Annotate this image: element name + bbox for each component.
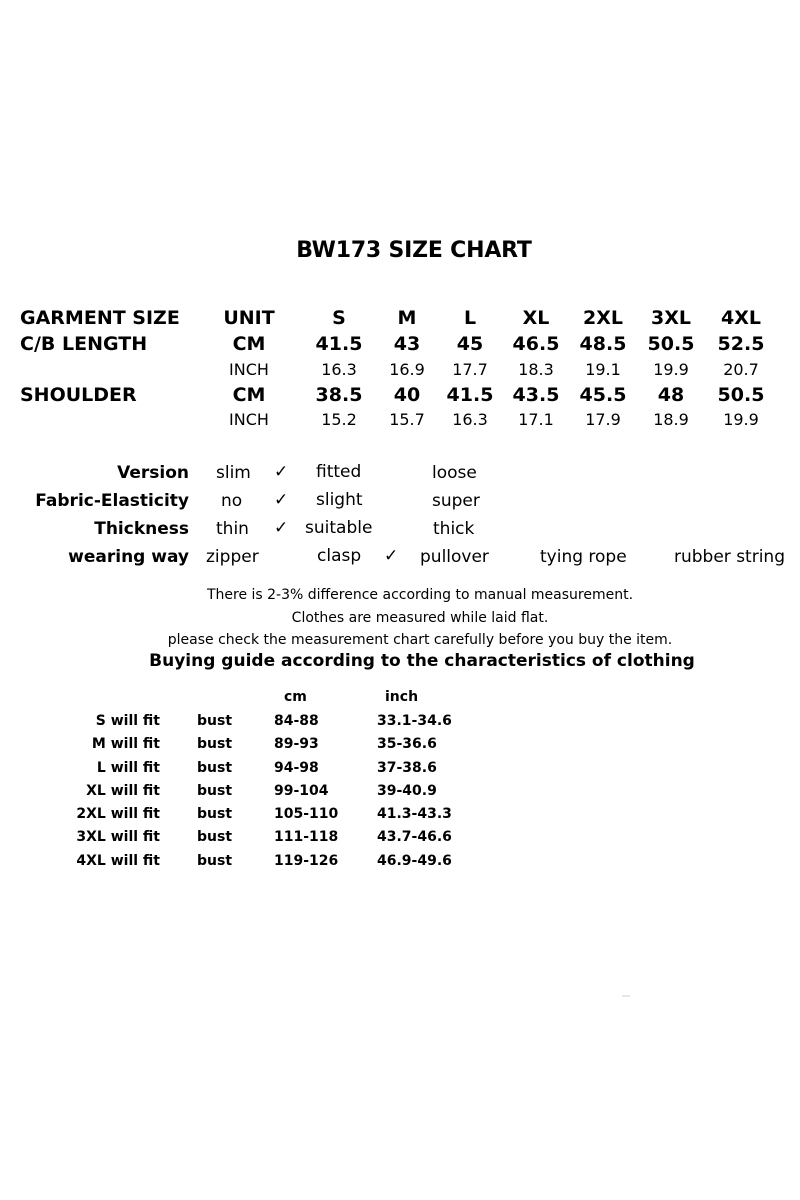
- guide-inch: 33.1-34.6: [377, 713, 452, 729]
- check-mark-icon: ✓: [384, 546, 399, 566]
- thickness-option-thick: thick: [433, 519, 475, 539]
- cell-cb-cm-m: 43: [393, 333, 421, 355]
- buying-guide-cm-header: cm: [284, 689, 307, 705]
- size-header-2xl: 2XL: [583, 307, 623, 329]
- guide-size: 2XL will fit: [76, 806, 160, 822]
- note-check-chart: please check the measurement chart carefully before you buy the item.: [167, 632, 673, 648]
- guide-cm: 94-98: [274, 760, 319, 776]
- unit-cm: CM: [232, 384, 266, 406]
- guide-size: XL will fit: [86, 783, 160, 799]
- guide-inch: 39-40.9: [377, 783, 437, 799]
- guide-part: bust: [197, 760, 233, 776]
- guide-size: M will fit: [91, 736, 160, 752]
- guide-inch: 43.7-46.6: [377, 829, 452, 845]
- cell-shoulder-cm-xl: 43.5: [512, 384, 560, 406]
- guide-cm: 89-93: [274, 736, 319, 752]
- page-title: BW173 SIZE CHART: [296, 238, 532, 263]
- guide-size: 4XL will fit: [76, 853, 160, 869]
- cell-cb-inch-s: 16.3: [321, 360, 357, 379]
- row-label-cb-length: C/B LENGTH: [20, 333, 148, 355]
- cell-shoulder-cm-3xl: 48: [657, 384, 685, 406]
- guide-part: bust: [197, 806, 233, 822]
- cell-shoulder-cm-m: 40: [393, 384, 421, 406]
- guide-size: L will fit: [96, 760, 160, 776]
- cell-cb-inch-xl: 18.3: [518, 360, 554, 379]
- cell-cb-inch-3xl: 19.9: [653, 360, 689, 379]
- unit-cm: CM: [232, 333, 266, 355]
- elasticity-option-super: super: [432, 491, 480, 511]
- unit-inch: INCH: [229, 410, 269, 429]
- cell-cb-inch-4xl: 20.7: [723, 360, 759, 379]
- cell-cb-inch-l: 17.7: [452, 360, 488, 379]
- buying-guide-title: Buying guide according to the characteristics of clothing: [149, 651, 695, 671]
- guide-cm: 84-88: [274, 713, 319, 729]
- guide-size: 3XL will fit: [76, 829, 160, 845]
- cell-cb-cm-xl: 46.5: [512, 333, 560, 355]
- size-header-l: L: [463, 307, 477, 329]
- wearing-option-pullover: pullover: [420, 547, 489, 567]
- row-label-shoulder: SHOULDER: [20, 384, 137, 406]
- cell-shoulder-inch-s: 15.2: [321, 410, 357, 429]
- guide-inch: 41.3-43.3: [377, 806, 452, 822]
- cell-shoulder-cm-l: 41.5: [446, 384, 494, 406]
- note-measurement-difference: There is 2-3% difference according to manual measurement.: [206, 587, 634, 603]
- guide-inch: 46.9-49.6: [377, 853, 452, 869]
- cell-cb-cm-l: 45: [456, 333, 484, 355]
- cell-shoulder-inch-2xl: 17.9: [585, 410, 621, 429]
- guide-part: bust: [197, 829, 233, 845]
- version-option-fitted: fitted: [316, 462, 362, 482]
- wearing-way-label: wearing way: [68, 547, 189, 567]
- cell-shoulder-inch-xl: 17.1: [518, 410, 554, 429]
- size-header-3xl: 3XL: [651, 307, 691, 329]
- garment-size-header: GARMENT SIZE: [20, 307, 180, 329]
- guide-part: bust: [197, 783, 233, 799]
- thickness-label: Thickness: [94, 519, 189, 539]
- unit-header: UNIT: [223, 307, 275, 329]
- size-header-s: S: [332, 307, 346, 329]
- cell-shoulder-cm-4xl: 50.5: [717, 384, 765, 406]
- check-mark-icon: ✓: [274, 490, 289, 510]
- wearing-option-rubber-string: rubber string: [674, 547, 785, 567]
- fabric-elasticity-label: Fabric-Elasticity: [35, 491, 189, 511]
- cell-cb-cm-2xl: 48.5: [579, 333, 627, 355]
- guide-part: bust: [197, 713, 233, 729]
- buying-guide-inch-header: inch: [385, 689, 419, 705]
- thickness-option-thin: thin: [216, 519, 249, 539]
- version-option-slim: slim: [216, 463, 251, 483]
- cell-shoulder-inch-m: 15.7: [389, 410, 425, 429]
- elasticity-option-no: no: [221, 491, 243, 511]
- guide-size: S will fit: [95, 713, 160, 729]
- cell-shoulder-cm-2xl: 45.5: [579, 384, 627, 406]
- guide-cm: 99-104: [274, 783, 329, 799]
- size-header-m: M: [397, 307, 417, 329]
- faint-artifact: [622, 995, 630, 997]
- cell-cb-cm-s: 41.5: [315, 333, 363, 355]
- wearing-option-zipper: zipper: [206, 547, 259, 567]
- unit-inch: INCH: [229, 360, 269, 379]
- wearing-option-tying-rope: tying rope: [540, 547, 627, 567]
- guide-inch: 35-36.6: [377, 736, 437, 752]
- cell-shoulder-cm-s: 38.5: [315, 384, 363, 406]
- thickness-option-suitable: suitable: [305, 518, 373, 538]
- cell-cb-cm-3xl: 50.5: [647, 333, 695, 355]
- wearing-option-clasp: clasp: [317, 546, 362, 566]
- cell-shoulder-inch-l: 16.3: [452, 410, 488, 429]
- version-label: Version: [117, 463, 189, 483]
- cell-cb-inch-m: 16.9: [389, 360, 425, 379]
- check-mark-icon: ✓: [274, 518, 289, 538]
- guide-inch: 37-38.6: [377, 760, 437, 776]
- size-header-xl: XL: [522, 307, 550, 329]
- guide-cm: 119-126: [274, 853, 339, 869]
- guide-cm: 105-110: [274, 806, 339, 822]
- size-header-4xl: 4XL: [721, 307, 761, 329]
- check-mark-icon: ✓: [274, 462, 289, 482]
- version-option-loose: loose: [432, 463, 477, 483]
- elasticity-option-slight: slight: [316, 490, 363, 510]
- guide-part: bust: [197, 736, 233, 752]
- cell-cb-cm-4xl: 52.5: [717, 333, 765, 355]
- cell-cb-inch-2xl: 19.1: [585, 360, 621, 379]
- note-laid-flat: Clothes are measured while laid flat.: [291, 610, 549, 626]
- cell-shoulder-inch-3xl: 18.9: [653, 410, 689, 429]
- cell-shoulder-inch-4xl: 19.9: [723, 410, 759, 429]
- guide-part: bust: [197, 853, 233, 869]
- guide-cm: 111-118: [274, 829, 339, 845]
